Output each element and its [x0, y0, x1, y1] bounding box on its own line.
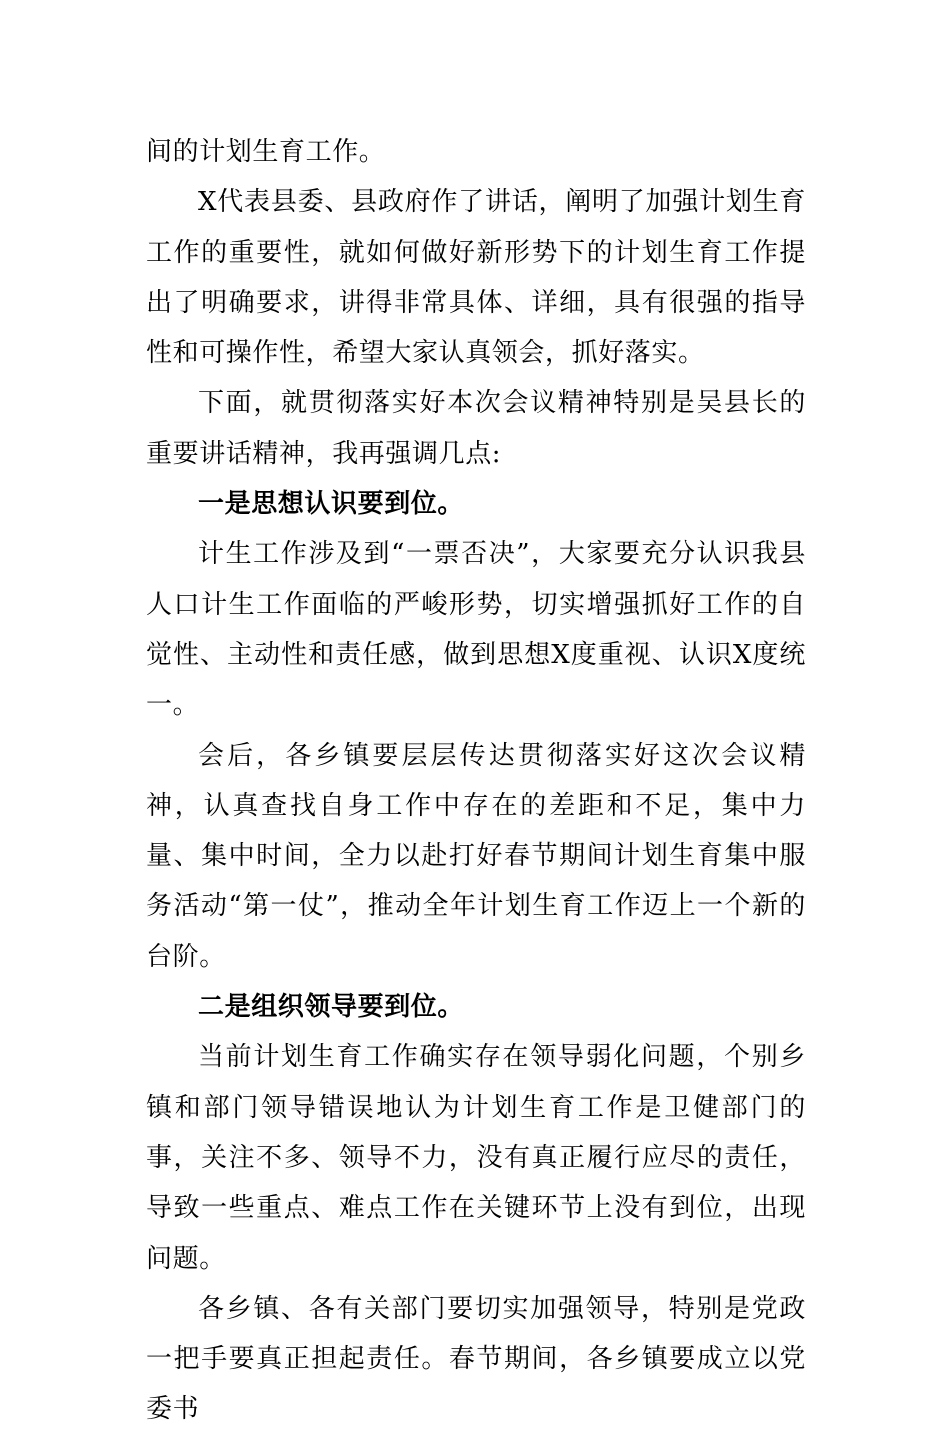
paragraph: 计生工作涉及到“一票否决”，大家要充分认识我县人口计生工作面临的严峻形势，切实增强抓好工作的自觉性、主动性和责任感，做到思想X度重视、认识X度统一。	[146, 539, 806, 721]
paragraph: 当前计划生育工作确实存在领导弱化问题，个别乡镇和部门领导错误地认为计划生育工作是卫健部门的事，关注不多、领导不力，没有真正履行应尽的责任，导致一些重点、难点工作在关键环节上没有到位，出现问题。	[146, 1042, 806, 1274]
paragraph: 下面，就贯彻落实好本次会议精神特别是吴县长的重要讲话精神，我再强调几点:	[146, 388, 806, 469]
paragraph: 各乡镇、各有关部门要切实加强领导，特别是党政一把手要真正担起责任。春节期间，各乡镇要成立以党委书	[146, 1293, 806, 1425]
paragraph: X代表县委、县政府作了讲话，阐明了加强计划生育工作的重要性，就如何做好新形势下的计划生育工作提出了明确要求，讲得非常具体、详细，具有很强的指导性和可操作性，希望大家认真领会，抓好落实。	[146, 187, 806, 369]
section-heading: 二是组织领导要到位。	[198, 992, 465, 1023]
paragraph: 会后，各乡镇要层层传达贯彻落实好这次会议精神，认真查找自身工作中存在的差距和不足，集中力量、集中时间，全力以赴打好春节期间计划生育集中服务活动“第一仗”，推动全年计划生育工作迈上一个新的台阶。	[146, 740, 806, 972]
document-body	[146, 127, 806, 1435]
paragraph-continuation: 间的计划生育工作。	[146, 137, 386, 167]
section-heading: 一是思想认识要到位。	[198, 489, 465, 520]
